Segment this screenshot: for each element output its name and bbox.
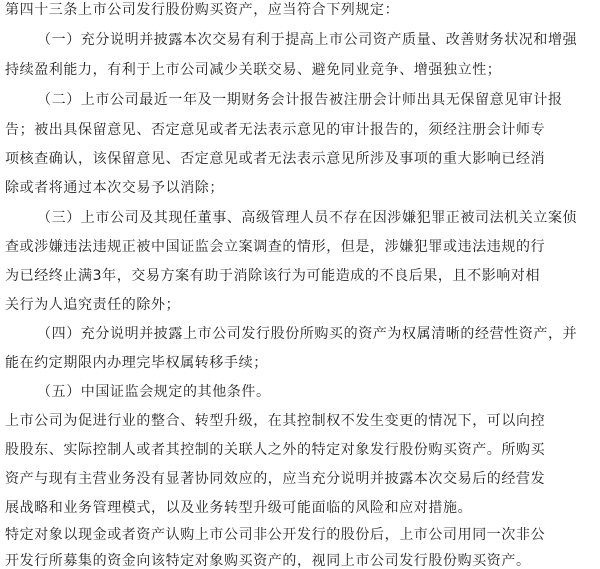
clause-5-line-1: （五）中国证监会规定的其他条件。 xyxy=(37,384,271,400)
paragraph-2-line-2: 股股东、实际控制人或者其控制的关联人之外的特定对象发行股份购买资产。所购买 xyxy=(5,442,546,458)
paragraph-3-line-1: 特定对象以现金或者资产认购上市公司非公开发行的股份后，上市公司用同一次非公 xyxy=(5,527,546,543)
clause-2-line-3: 项核查确认，该保留意见、否定意见或者无法表示意见所涉及事项的重大影响已经消 xyxy=(5,151,546,167)
clause-3-line-3: 为已经终止满3年，交易方案有助于消除该行为可能造成的不良后果，且不影响对相 xyxy=(5,268,541,284)
clause-3-line-4: 关行为人追究责任的除外； xyxy=(5,297,181,313)
clause-2-line-1: （二）上市公司最近一年及一期财务会计报告被注册会计师出具无保留意见审计报 xyxy=(37,92,563,108)
clause-4-line-2: 能在约定期限内办理完毕权属转移手续； xyxy=(5,355,268,371)
clause-4-line-1: （四）充分说明并披露上市公司发行股份所购买的资产为权属清晰的经营性资产，并 xyxy=(37,326,578,342)
clause-1-line-1: （一）充分说明并披露本次交易有利于提高上市公司资产质量、改善财务状况和增强 xyxy=(37,32,578,48)
paragraph-2-line-1: 上市公司为促进行业的整合、转型升级，在其控制权不发生变更的情况下，可以向控 xyxy=(5,413,546,429)
clause-1-line-2: 持续盈利能力，有利于上市公司减少关联交易、避免同业竞争、增强独立性； xyxy=(5,62,502,78)
article-heading: 第四十三条上市公司发行股份购买资产，应当符合下列规定： xyxy=(5,2,400,18)
paragraph-2-line-3: 资产与现有主营业务没有显著协同效应的，应当充分说明并披露本次交易后的经营发 xyxy=(5,471,546,487)
clause-3-line-1: （三）上市公司及其现任董事、高级管理人员不存在因涉嫌犯罪正被司法机关立案侦 xyxy=(37,210,578,226)
clause-2-line-2: 告；被出具保留意见、否定意见或者无法表示意见的审计报告的，须经注册会计师专 xyxy=(5,122,546,138)
paragraph-3-line-2: 开发行所募集的资金向该特定对象购买资产的，视同上市公司发行股份购买资产。 xyxy=(5,553,531,569)
clause-3-line-2: 查或涉嫌违法违规正被中国证监会立案调查的情形，但是，涉嫌犯罪或违法违规的行 xyxy=(5,239,546,255)
clause-2-line-4: 除或者将通过本次交易予以消除； xyxy=(5,180,224,196)
paragraph-2-line-4: 展战略和业务管理模式，以及业务转型升级可能面临的风险和应对措施。 xyxy=(5,500,473,516)
